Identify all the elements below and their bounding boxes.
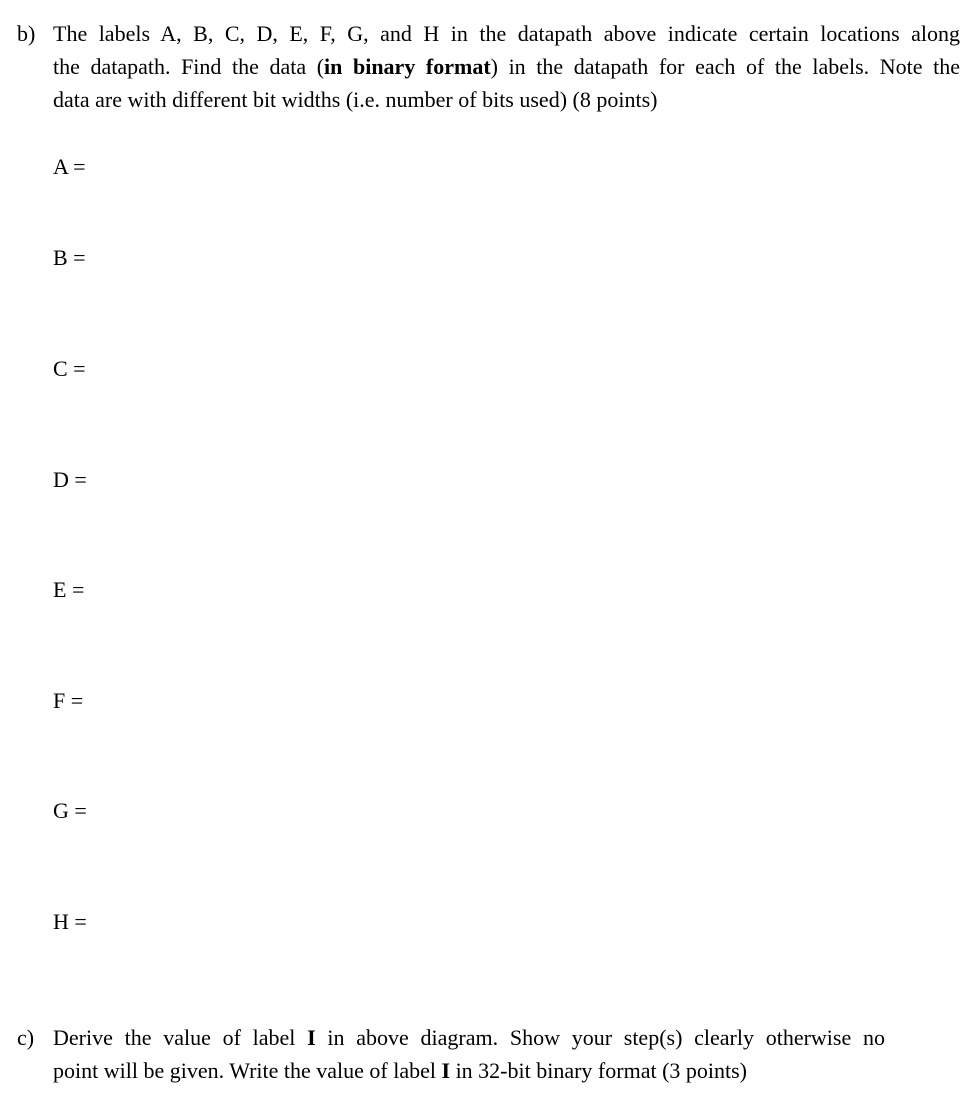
question-c-label-i-2: I (441, 1058, 451, 1083)
question-c-line-2 (53, 1054, 885, 1087)
question-c-line-1 (53, 1021, 885, 1054)
question-c (0, 1021, 960, 1087)
answer-label-h: H = (53, 909, 87, 934)
question-c-line-2-pre: point will be given. Write the value of label (53, 1058, 442, 1083)
answer-label-a: A = (53, 154, 86, 179)
question-b-line-3: data are with different bit widths (i.e. number of bits used) (8 points) (53, 87, 658, 112)
question-c-label-i: I (307, 1025, 316, 1050)
answer-label-b: B = (53, 245, 86, 270)
question-b-marker: b) (17, 21, 36, 46)
question-b-line-1: The labels A, B, C, D, E, F, G, and H in the datapath above indicate certain locations along (53, 21, 960, 46)
question-c-marker: c) (17, 1025, 35, 1050)
question-c-line-1-pre: Derive the value of label (53, 1025, 308, 1050)
answer-label-c: C = (53, 356, 86, 381)
question-b-line-2 (53, 50, 960, 83)
question-c-text (53, 1021, 885, 1087)
question-b-line-2-pre: the datapath. Find the data ( (53, 54, 325, 79)
answer-label-f: F = (53, 688, 84, 713)
answer-label-e: E = (53, 577, 85, 602)
question-b-line-2-post: ) in the datapath for each of the labels. Note the (490, 54, 960, 79)
question-b-bold-phrase: in binary format (324, 54, 491, 79)
question-b (0, 17, 960, 116)
question-c-line-2-post: in 32-bit binary format (3 points) (450, 1058, 748, 1083)
question-c-line-1-post: in above diagram. Show your step(s) clearly otherwise no (315, 1025, 885, 1050)
question-b-text (53, 17, 960, 116)
answer-label-d: D = (53, 467, 87, 492)
answer-label-g: G = (53, 798, 87, 823)
